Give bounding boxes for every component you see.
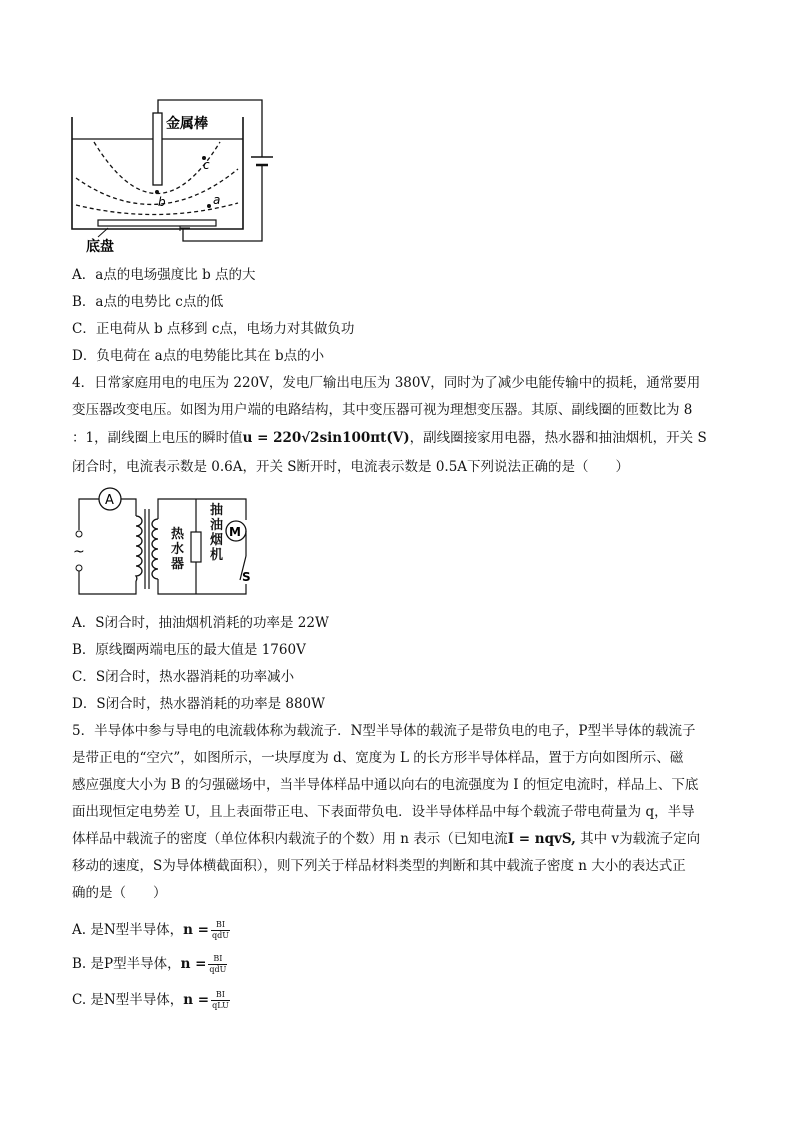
q5-line-3: 感应强度大小为 B 的匀强磁场中，当半导体样品中通以向右的电流强度为 I 的恒定电流时，样品上、下底	[72, 777, 699, 793]
electric-field-figure	[68, 95, 290, 255]
q5-line-6: 移动的速度，S为导体横截面积），则下列关于样品材料类型的判断和其中载流子密度 n 大小的表达式正	[72, 858, 686, 874]
q4-option-a: A．S闭合时，抽油烟机消耗的功率是 22W	[72, 615, 329, 631]
q5-option-b-denominator: qdU	[209, 965, 227, 974]
q5-current-formula: I = nqvS,	[507, 831, 576, 847]
point-a-dot	[207, 204, 211, 208]
q5-option-b-var: n =	[180, 956, 207, 972]
q5-option-a-numerator: BI	[211, 920, 230, 931]
heater-resistor	[191, 532, 201, 562]
q5-option-b-fraction	[208, 954, 227, 975]
q5-option-a-prefix: A. 是N型半导体，	[72, 922, 184, 938]
rod-label: 金属棒	[166, 116, 208, 132]
q5-line-1: 5．半导体中参与导电的电流载体称为载流子．N型半导体的载流子是带负电的电子，P型半导体的载流子	[72, 723, 696, 739]
q5-option-a-denominator: qdU	[211, 931, 229, 940]
q3-option-a: A．a点的电场强度比 b 点的大	[72, 267, 256, 283]
point-c-label: c	[203, 158, 210, 172]
q5-option-c-fraction	[211, 990, 230, 1011]
q5-line-5-start: 体样品中载流子的密度（单位体积内载流子的个数）用 n 表示（已知电流	[72, 831, 508, 847]
q4-stem-line-2: 变压器改变电压。如图为用户端的电路结构，其中变压器可视为理想变压器。其原、副线圈的匝数比为 8	[72, 402, 693, 418]
q4-option-b: B．原线圈两端电压的最大值是 1760V	[72, 642, 306, 658]
heater-label: 热水器	[171, 527, 185, 572]
q5-option-a-var: n =	[183, 922, 209, 938]
q4-stem-line-1: 4．日常家庭用电的电压为 220V，发电厂输出电压为 380V，同时为了减少电能传输中的损耗，通常要用	[72, 375, 701, 391]
q3-option-c: C．正电荷从 b 点移到 c点，电场力对其做负功	[72, 321, 355, 337]
ac-source-symbol: ~	[73, 544, 85, 560]
q5-line-7: 确的是（ ）	[72, 885, 167, 901]
q3-option-b: B．a点的电势比 c点的低	[72, 294, 224, 310]
q5-line-5-end: 其中 v为载流子定向	[575, 831, 701, 847]
motor-label: M	[229, 525, 241, 539]
q4-option-c: C．S闭合时，热水器消耗的功率减小	[72, 669, 295, 685]
q5-option-c-denominator: qLU	[212, 1001, 229, 1010]
q4-voltage-formula: u = 220√2sin100πt(V)	[242, 430, 410, 446]
point-b-label: b	[158, 195, 166, 209]
q4-stem-line-3-end: ，副线圈接家用电器，热水器和抽油烟机，开关 S	[409, 430, 707, 446]
q5-option-b-numerator: BI	[208, 954, 227, 965]
q5-line-4: 面出现恒定电势差 U，且上表面带正电、下表面带负电．设半导体样品中每个载流子带电荷量为 q，半导	[72, 804, 695, 820]
point-b-dot	[155, 190, 159, 194]
transformer-circuit-figure	[70, 484, 260, 606]
q5-option-c-numerator: BI	[211, 990, 230, 1001]
q5-option-c	[72, 988, 230, 1012]
q5-option-c-var: n =	[183, 992, 210, 1008]
base-label: 底盘	[86, 239, 114, 255]
range-hood-label: 抽油烟机	[210, 503, 224, 563]
q5-option-b	[72, 952, 227, 976]
q5-line-5	[72, 830, 700, 848]
switch-s-label: S	[242, 570, 251, 584]
q5-option-a-fraction	[211, 920, 230, 941]
q5-option-a	[72, 918, 230, 942]
q5-option-c-prefix: C. 是N型半导体，	[72, 992, 184, 1008]
q5-option-b-prefix: B. 是P型半导体，	[72, 956, 181, 972]
q4-stem-line-4: 闭合时，电流表示数是 0.6A，开关 S断开时，电流表示数是 0.5A下列说法正确的是（ ）	[72, 459, 630, 475]
q3-option-d: D．负电荷在 a点的电势能比其在 b点的小	[72, 348, 325, 364]
q4-stem-line-3	[72, 429, 707, 447]
q4-stem-line-3-start: ：1，副线圈上电压的瞬时值	[72, 430, 243, 446]
point-a-label: a	[213, 193, 221, 207]
ammeter-label: A	[105, 493, 114, 508]
q5-line-2: 是带正电的“空穴”，如图所示，一块厚度为 d、宽度为 L 的长方形半导体样品，置于方向如图所示、磁	[72, 750, 684, 766]
q4-option-d: D．S闭合时，热水器消耗的功率是 880W	[72, 696, 326, 712]
